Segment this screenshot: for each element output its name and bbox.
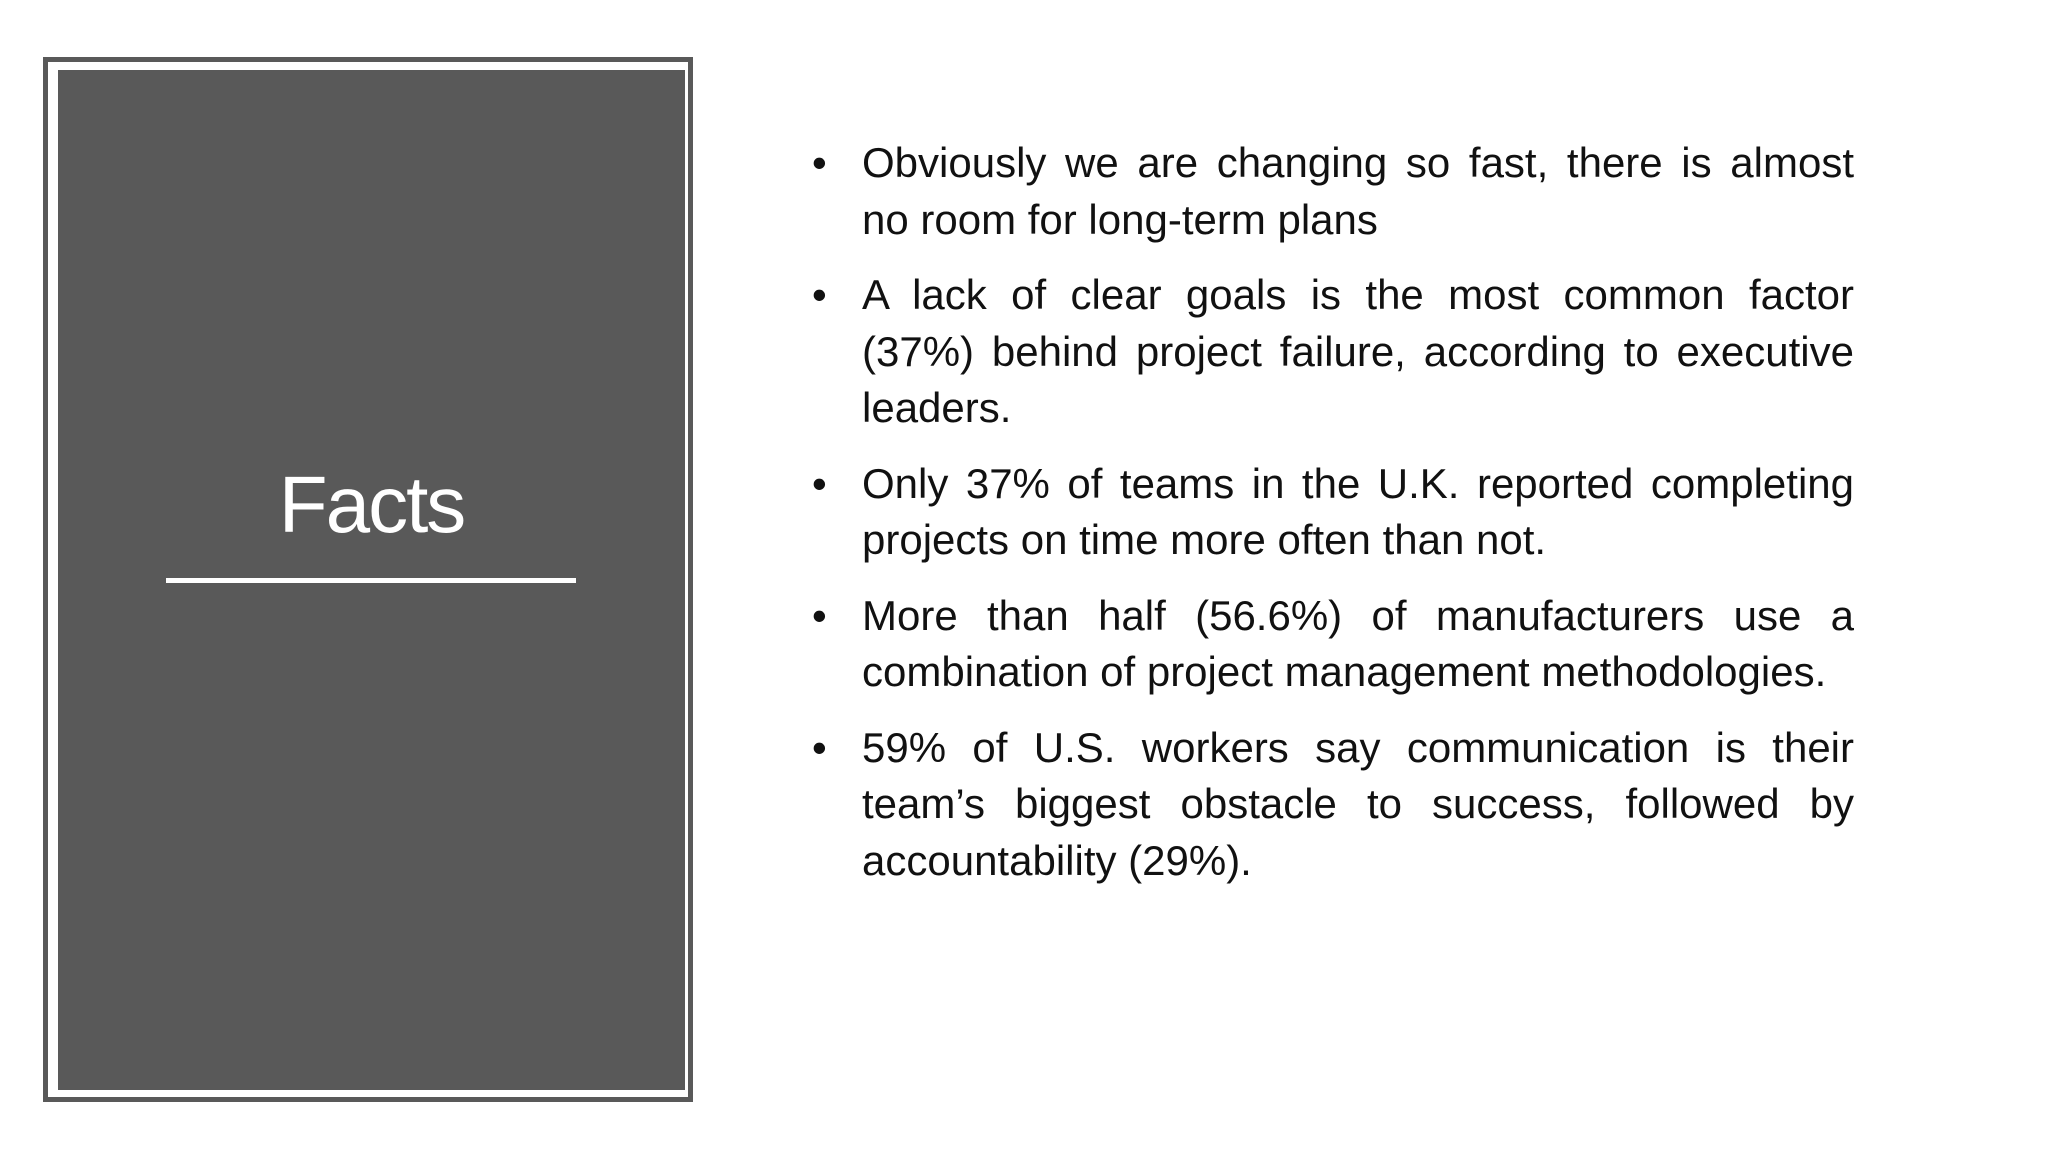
bullet-text: More than half (56.6%) of manufacturers use a combination of project management methodologies. [862, 591, 1854, 695]
bullet-list [812, 135, 1854, 908]
bullet-item [812, 267, 1854, 437]
bullet-text: Only 37% of teams in the U.K. reported completing projects on time more often than not. [862, 459, 1854, 563]
bullet-icon: • [812, 271, 827, 318]
bullet-item [812, 456, 1854, 569]
bullet-text: A lack of clear goals is the most common factor (37%) behind project failure, according to executive leaders. [862, 271, 1854, 431]
bullet-item [812, 135, 1854, 248]
bullet-icon: • [812, 591, 827, 639]
bullet-item [812, 588, 1854, 701]
title-underline [166, 578, 576, 583]
bullet-icon: • [812, 139, 827, 186]
bullet-item [812, 720, 1854, 890]
bullet-icon: • [812, 459, 827, 507]
bullet-text: 59% of U.S. workers say communication is their team’s biggest obstacle to success, followed by accountability (29%). [862, 723, 1854, 884]
bullet-icon: • [812, 723, 827, 771]
slide-title: Facts [278, 460, 465, 549]
bullet-text: Obviously we are changing so fast, there is almost no room for long-term plans [862, 139, 1854, 243]
